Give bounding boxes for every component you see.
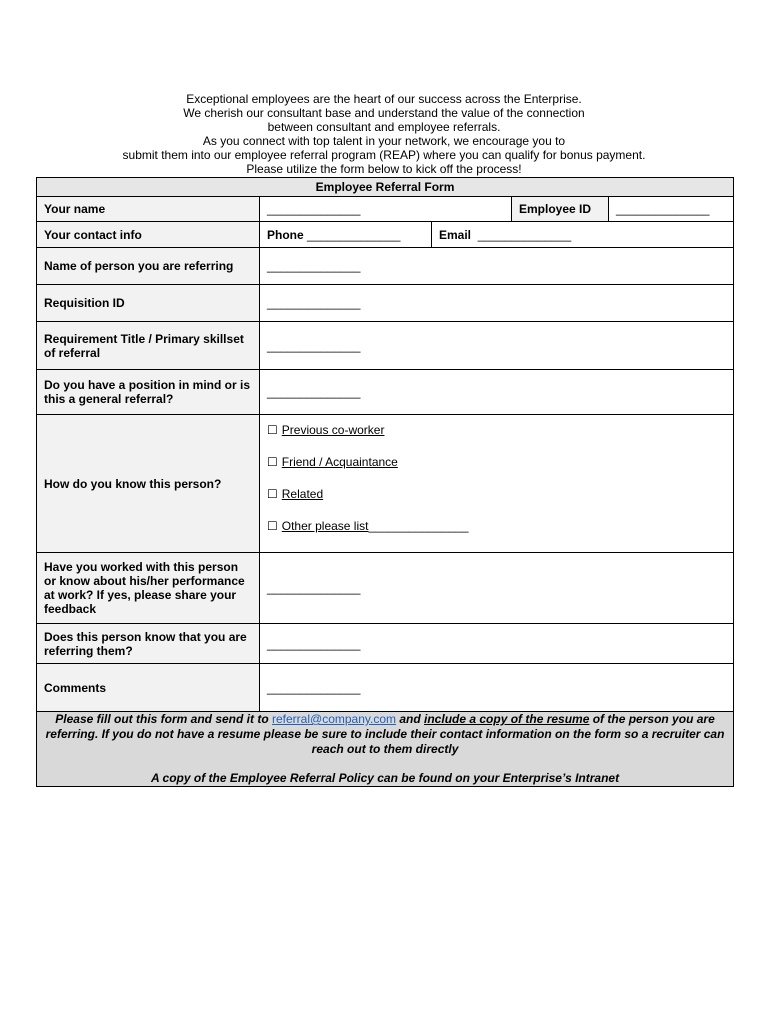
option-label: Other please list xyxy=(281,519,369,533)
option-label: Friend / Acquaintance xyxy=(281,455,398,469)
comments-label: Comments xyxy=(37,664,260,712)
position-field[interactable]: ______________ xyxy=(260,370,734,415)
option-related[interactable] xyxy=(267,487,733,501)
requirement-title-field[interactable]: ______________ xyxy=(260,322,734,370)
option-label: Related xyxy=(281,487,324,501)
comments-field[interactable]: ______________ xyxy=(260,664,734,712)
employee-id-label: Employee ID xyxy=(512,197,609,222)
checkbox-icon[interactable]: ☐ xyxy=(267,519,278,533)
intro-line: We cherish our consultant base and understand the value of the connection xyxy=(183,106,585,120)
intro-line: Please utilize the form below to kick off the process! xyxy=(246,162,522,176)
requisition-id-label: Requisition ID xyxy=(37,285,260,322)
checkbox-icon[interactable]: ☐ xyxy=(267,487,278,501)
contact-info-label: Your contact info xyxy=(37,222,260,248)
referee-name-field[interactable]: ______________ xyxy=(260,248,734,285)
form-title: Employee Referral Form xyxy=(37,178,734,197)
resume-note: include a copy of the resume xyxy=(424,712,590,726)
checkbox-icon[interactable]: ☐ xyxy=(267,455,278,469)
requisition-id-field[interactable]: ______________ xyxy=(260,285,734,322)
your-name-field[interactable]: ______________ xyxy=(260,197,512,222)
instructions-text: of the person you are referring. If you do not have a resume please be sure to include their contact information on the form so a recruiter can reach out to them directly xyxy=(45,712,725,756)
intro-line: submit them into our employee referral program (REAP) where you can qualify for bonus payment. xyxy=(122,148,646,162)
know-person-label: How do you know this person? xyxy=(37,415,260,553)
position-label: Do you have a position in mind or is this a general referral? xyxy=(37,370,260,415)
email-link[interactable]: referral@company.com xyxy=(272,712,396,726)
aware-label: Does this person know that you are referring them? xyxy=(37,624,260,664)
instructions-text: and xyxy=(396,712,425,726)
email-field[interactable] xyxy=(432,222,734,248)
intro-line: As you connect with top talent in your network, we encourage you to xyxy=(202,134,566,148)
submission-instructions xyxy=(44,712,726,757)
referral-form-table xyxy=(36,177,734,787)
option-previous-coworker[interactable] xyxy=(267,423,733,437)
intro-line: between consultant and employee referrals. xyxy=(267,120,501,134)
option-other[interactable] xyxy=(267,519,733,533)
footer-instructions xyxy=(37,712,734,787)
option-label: Previous co-worker xyxy=(281,423,385,437)
aware-field[interactable]: ______________ xyxy=(260,624,734,664)
phone-field[interactable] xyxy=(260,222,432,248)
email-label: Email xyxy=(439,227,472,242)
checkbox-icon[interactable]: ☐ xyxy=(267,423,278,437)
your-name-label: Your name xyxy=(37,197,260,222)
email-blank: ______________ xyxy=(477,227,572,242)
policy-note: A copy of the Employee Referral Policy can be found on your Enterprise’s Intranet xyxy=(150,771,620,785)
relationship-options xyxy=(260,415,734,553)
employee-id-field[interactable]: ______________ xyxy=(609,197,734,222)
referee-name-label: Name of person you are referring xyxy=(37,248,260,285)
instructions-text: Please fill out this form and send it to xyxy=(55,712,272,726)
worked-with-field[interactable]: ______________ xyxy=(260,553,734,624)
phone-label: Phone xyxy=(267,227,304,242)
intro-text xyxy=(36,92,732,176)
other-blank[interactable]: _______________ xyxy=(368,519,469,533)
option-friend[interactable] xyxy=(267,455,733,469)
phone-blank: ______________ xyxy=(307,227,401,242)
intro-line: Exceptional employees are the heart of our success across the Enterprise. xyxy=(186,92,582,106)
requirement-title-label: Requirement Title / Primary skillset of referral xyxy=(37,322,260,370)
worked-with-label: Have you worked with this person or know about his/her performance at work? If yes, please share your feedback xyxy=(37,553,260,624)
